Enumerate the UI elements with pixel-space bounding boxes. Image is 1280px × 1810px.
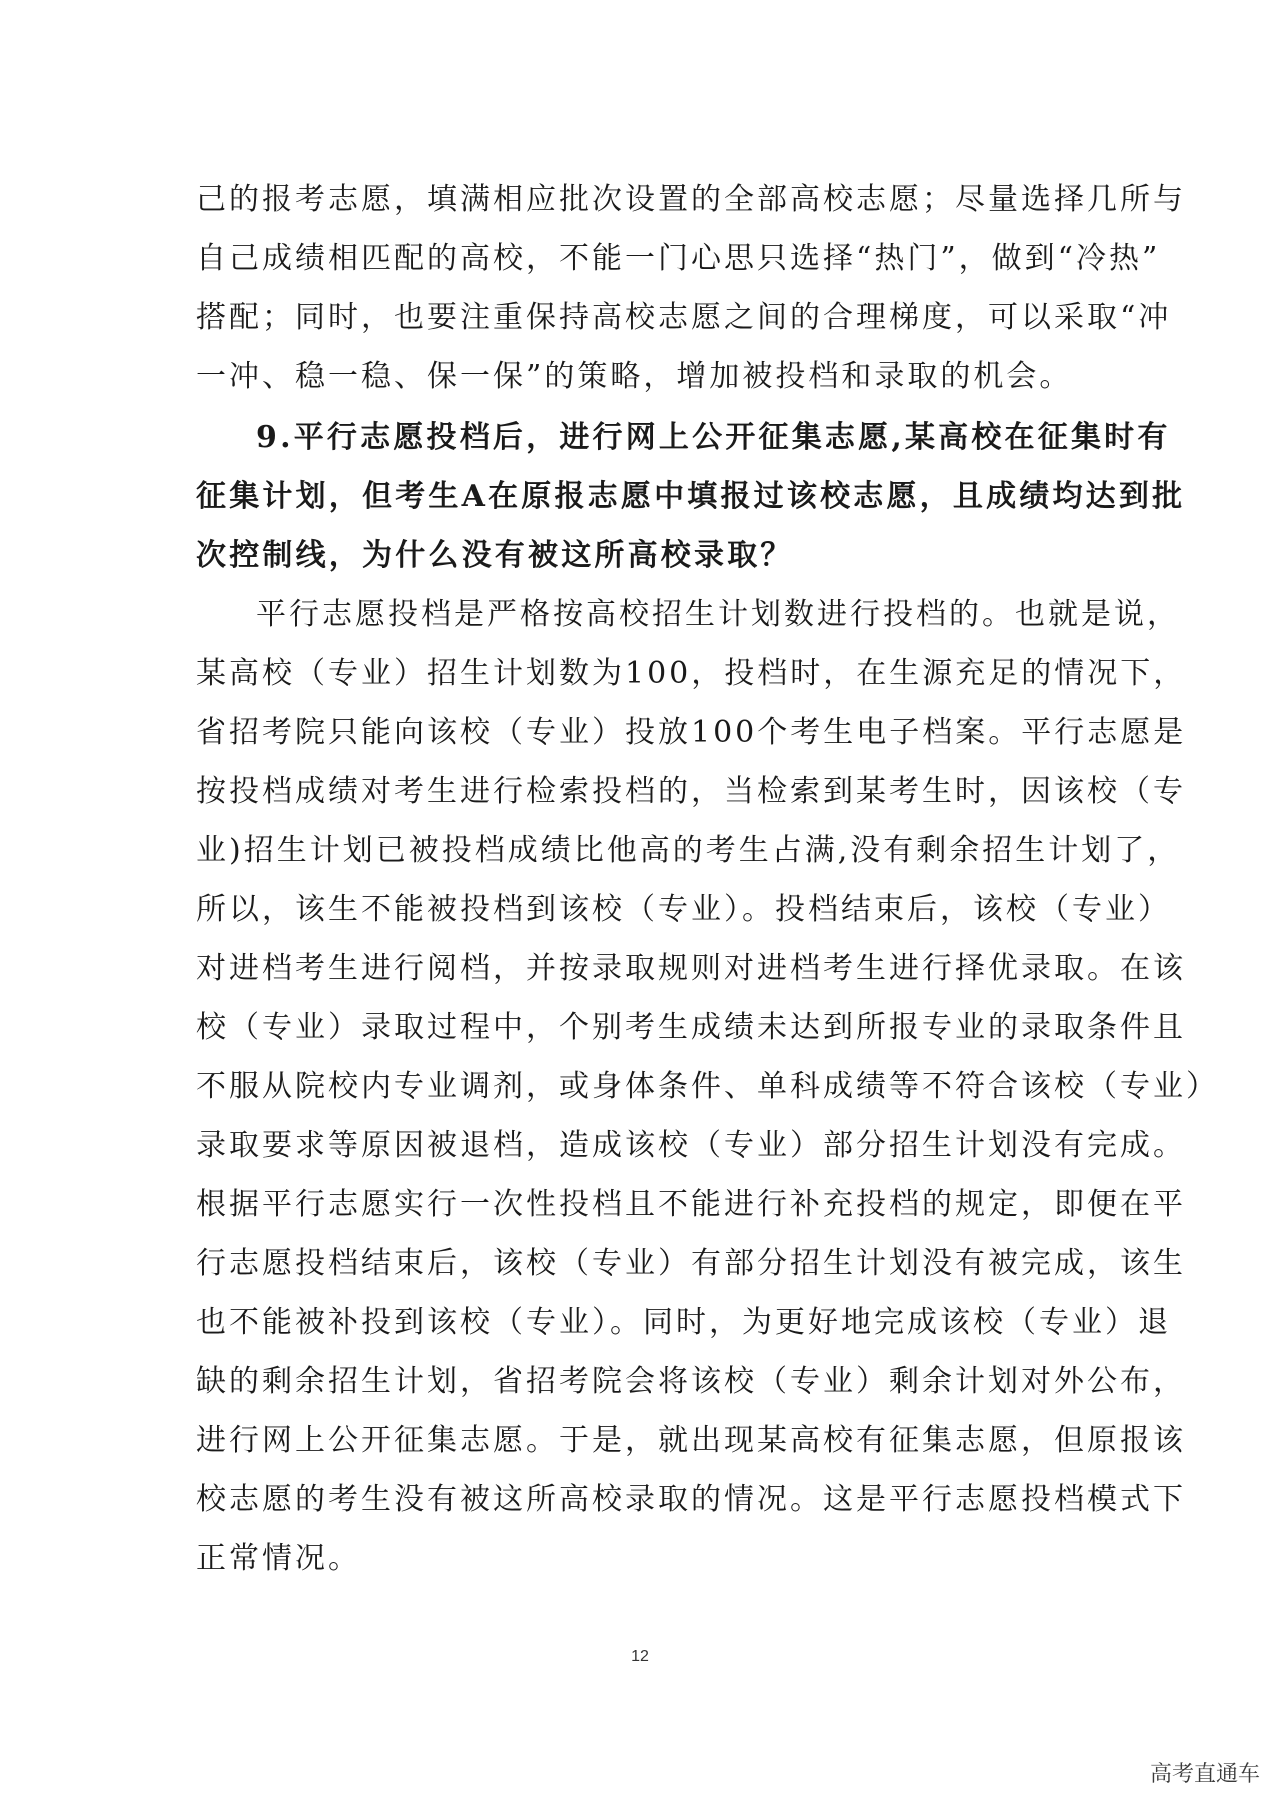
paragraph-line: 校志愿的考生没有被这所高校录取的情况。这是平行志愿投档模式下: [196, 1482, 1186, 1517]
heading-line: 次控制线，为什么没有被这所高校录取？: [196, 538, 794, 573]
paragraph-line: 对进档考生进行阅档，并按录取规则对进档考生进行择优录取。在该: [196, 951, 1186, 986]
paragraph-line: 也不能被补投到该校（专业）。同时，为更好地完成该校（专业）退: [196, 1305, 1171, 1340]
heading-line: 征集计划，但考生A在原报志愿中填报过该校志愿，且成绩均达到批: [196, 479, 1186, 514]
question-heading: [196, 408, 1186, 585]
page-content: [196, 170, 1219, 1588]
paragraph-line: 平行志愿投档是严格按高校招生计划数进行投档的。也就是说，: [256, 597, 1180, 632]
page-number: 12: [631, 1648, 649, 1665]
watermark-label: 高考直通车: [1149, 1762, 1260, 1787]
paragraph-line: 某高校（专业）招生计划数为100，投档时，在生源充足的情况下，: [196, 656, 1187, 691]
paragraph-line: 缺的剩余招生计划，省招考院会将该校（专业）剩余计划对外公布，: [196, 1364, 1186, 1399]
paragraph-line: 校（专业）录取过程中，个别考生成绩未达到所报专业的录取条件且: [196, 1010, 1186, 1045]
paragraph-line: 按投档成绩对考生进行检索投档的，当检索到某考生时，因该校（专: [196, 774, 1186, 809]
intro-paragraph: [196, 170, 1186, 406]
paragraph-line: 业)招生计划已被投档成绩比他高的考生占满,没有剩余招生计划了，: [196, 833, 1181, 868]
paragraph-line: 不服从院校内专业调剂，或身体条件、单科成绩等不符合该校（专业）: [196, 1069, 1219, 1104]
paragraph-line: 行志愿投档结束后，该校（专业）有部分招生计划没有被完成，该生: [196, 1246, 1186, 1281]
paragraph-line: 己的报考志愿，填满相应批次设置的全部高校志愿；尽量选择几所与: [196, 182, 1186, 217]
answer-paragraph: [196, 585, 1219, 1588]
heading-line: 9.平行志愿投档后，进行网上公开征集志愿,某高校在征集时有: [256, 420, 1171, 455]
paragraph-line: 省招考院只能向该校（专业）投放100个考生电子档案。平行志愿是: [196, 715, 1187, 750]
paragraph-line: 根据平行志愿实行一次性投档且不能进行补充投档的规定，即便在平: [196, 1187, 1186, 1222]
paragraph-line: 录取要求等原因被退档，造成该校（专业）部分招生计划没有完成。: [196, 1128, 1186, 1163]
paragraph-line: 自己成绩相匹配的高校，不能一门心思只选择“热门”，做到“冷热”: [196, 241, 1161, 276]
paragraph-line: 所以，该生不能被投档到该校（专业）。投档结束后，该校（专业）: [196, 892, 1171, 927]
paragraph-line: 搭配；同时，也要注重保持高校志愿之间的合理梯度，可以采取“冲: [196, 300, 1172, 335]
paragraph-line: 进行网上公开征集志愿。于是，就出现某高校有征集志愿，但原报该: [196, 1423, 1186, 1458]
paragraph-line: 正常情况。: [196, 1541, 361, 1576]
paragraph-line: 一冲、稳一稳、保一保”的策略，增加被投档和录取的机会。: [196, 359, 1073, 394]
